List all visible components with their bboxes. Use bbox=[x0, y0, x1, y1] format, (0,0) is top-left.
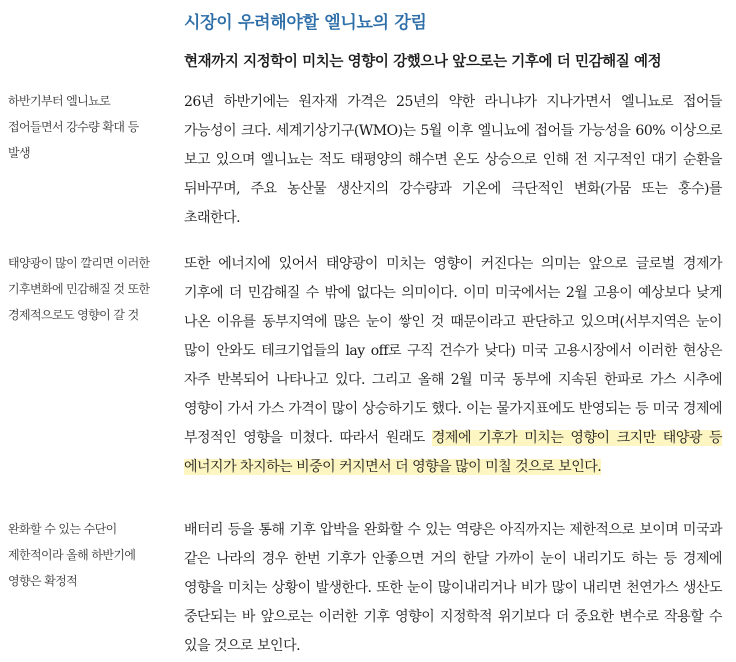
body-text: 또한 에너지에 있어서 태양광이 미치는 영향이 커진다는 의미는 앞으로 글로벌 경제가 기후에 더 민감해질 수 밖에 없다는 의미이다. 이미 미국에서는 2월 고용이 예상보다 낮게 나온 이유를 동부지역에 많은 눈이 쌓인 것 때문이라고 판단하고 있으며(서부지역은 눈이 많이 안와도 테크기업들의 lay off로 구직 건수가 낮다) 미국 고용시장에서 이러한 현상은 자주 반복되어 나타나고 있다. 그리고 올해 2월 미국 동부에 지속된 한파로 가스 시추에 영향이 가서 가스 가격이 많이 상승하기도 했다. 이는 물가지표에도 반영되는 등 미국 경제에 부정적인 영향을 미쳤다. 따라서 원래도 bbox=[184, 256, 722, 446]
report-title: 시장이 우려해야할 엘니뇨의 강림 bbox=[184, 13, 427, 33]
side-note: 태양광이 많이 깔리면 이러한 기후변화에 민감해질 것 또한 경제적으로도 영향이 갈 것 bbox=[8, 256, 150, 322]
body-paragraph bbox=[184, 250, 722, 482]
side-note: 완화할 수 있는 수단이 제한적이라 올해 하반기에 영향은 확정적 bbox=[8, 522, 136, 588]
body-paragraph: 26년 하반기에는 원자재 가격은 25년의 약한 라니냐가 지나가면서 엘니뇨로 접어들 가능성이 크다. 세계기상기구(WMO)는 5월 이후 엘니뇨에 접어들 가능성을 60% 이상으로 보고 있으며 엘니뇨는 적도 태평양의 해수면 온도 상승으로 인해 전 지구적인 대기 순환을 뒤바꾸며, 주요 농산물 생산지의 강수량과 기온에 극단적인 변화(가뭄 또는 홍수)를 초래한다. bbox=[184, 94, 722, 226]
report-subtitle: 현재까지 지정학이 미치는 영향이 강했으나 앞으로는 기후에 더 민감해질 예정 bbox=[184, 54, 662, 70]
body-paragraph: 배터리 등을 통해 기후 압박을 완화할 수 있는 역량은 아직까지는 제한적으로 보이며 미국과 같은 나라의 경우 한번 기후가 안좋으면 거의 한달 가까이 눈이 내리기도 하는 등 경제에 영향을 미치는 상황이 발생한다. 또한 눈이 많이내리거나 비가 많이 내리면 천연가스 생산도 중단되는 바 앞으로는 이러한 기후 영향이 지정학적 위기보다 더 중요한 변수로 작용할 수 있을 것으로 보인다. bbox=[184, 522, 722, 654]
side-note: 하반기부터 엘니뇨로 접어들면서 강수량 확대 등 발생 bbox=[8, 94, 139, 160]
highlighted-text: 경제에 기후가 미치는 영향이 크지만 태양광 등 에너지가 차지하는 비중이 커지면서 더 영향을 많이 미칠 것으로 보인다. bbox=[184, 430, 723, 475]
